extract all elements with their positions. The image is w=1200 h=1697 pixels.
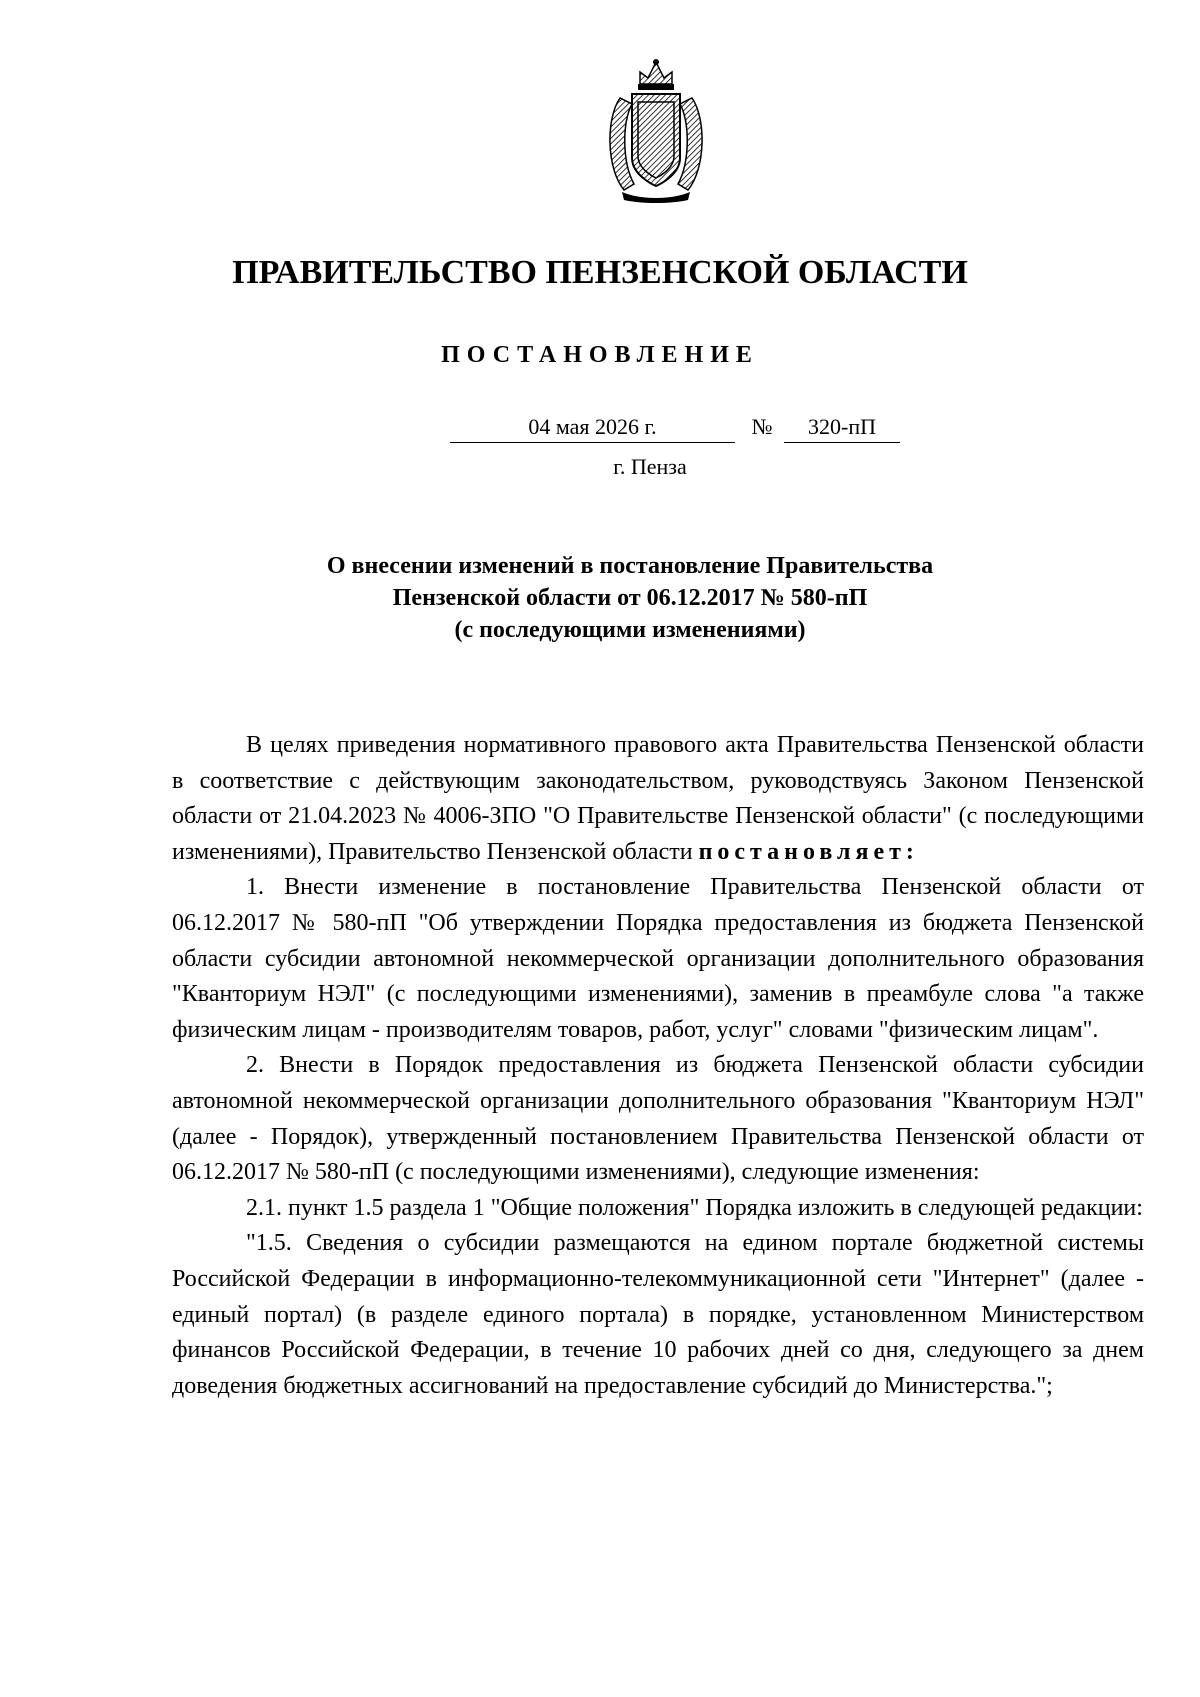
title-line: (с последующими изменениями) — [454, 617, 806, 643]
document-title — [200, 550, 1060, 646]
title-line: О внесении изменений в постановление Правительства — [326, 553, 934, 579]
item-2-1-quote-paragraph: "1.5. Сведения о субсидии размещаются на едином портале бюджетной системы Российской Федерации в информационно-телекоммуникационной сети "Интернет" (далее - единый портал) (в разделе единого портала) в порядке, установленном Министерством финансов Российской Федерации, в течение 10 рабочих дней со дня, следующего за днем доведения бюджетных ассигнований на предоставление субсидий до Министерства."; — [172, 1230, 1144, 1399]
decree-word: постановляет: — [698, 838, 919, 865]
item-1-paragraph: 1. Внести изменение в постановление Правительства Пензенской области от 06.12.2017 № 580-пП "Об утверждении Порядка предоставления из бюджета Пензенской области субсидии автономной некоммерческой организации дополнительного образования "Кванториум НЭЛ" (с последующими изменениями), заменив в преамбуле слова "а также физическим лицам - производителям товаров, работ, услуг" словами "физическим лицам". — [172, 874, 1144, 1043]
preamble-paragraph — [172, 728, 1144, 870]
coat-of-arms-icon — [600, 58, 712, 203]
item-2-paragraph: 2. Внести в Порядок предоставления из бюджета Пензенской области субсидии автономной некоммерческой организации дополнительного образования "Кванториум НЭЛ" (далее - Порядок), утвержденный постановлением Правительства Пензенской области от 06.12.2017 № 580-пП (с последующими изменениями), следующие изменения: — [172, 1052, 1144, 1186]
preamble-text: В целях приведения нормативного правового акта Правительства Пензенской области в соответствие с действующим законодательством, руководствуясь Законом Пензенской области от 21.04.2023 № 4006-ЗПО "О Правительстве Пензенской области" (с последующими изменениями), Правительство Пензенской области — [172, 732, 1144, 865]
date-number-line — [450, 412, 910, 446]
title-line: Пензенской области от 06.12.2017 № 580-пП — [392, 585, 868, 611]
document-type: ПОСТАНОВЛЕНИЕ — [441, 342, 759, 368]
document-city: г. Пенза — [613, 454, 687, 479]
document-body — [172, 728, 1144, 1404]
document-date: 04 мая 2026 г. — [450, 412, 735, 443]
document-number: 320-пП — [784, 412, 900, 443]
number-sign: № — [751, 414, 773, 439]
organization-name: ПРАВИТЕЛЬСТВО ПЕНЗЕНСКОЙ ОБЛАСТИ — [232, 254, 968, 291]
item-2-1-paragraph: 2.1. пункт 1.5 раздела 1 "Общие положения" Порядка изложить в следующей редакции: — [246, 1194, 1143, 1221]
